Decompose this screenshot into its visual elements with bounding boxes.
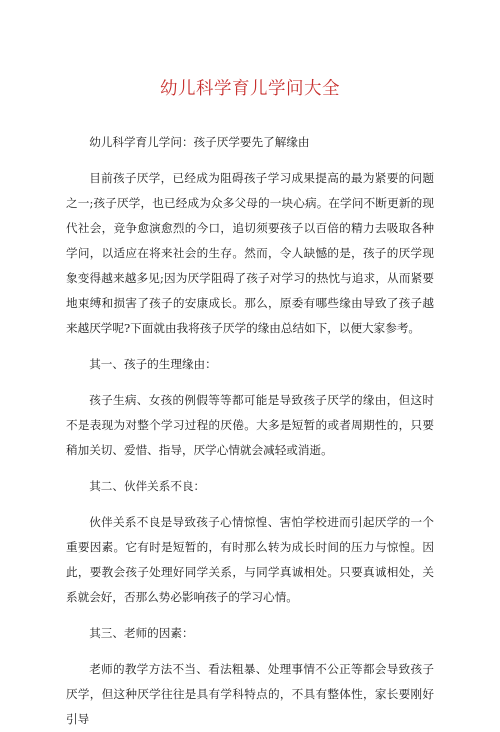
document-body (66, 130, 434, 732)
document-subtitle: 幼儿科学育儿学问：孩子厌学要先了解缘由 (89, 135, 310, 149)
section-heading-peer-relations: 其二、伙伴关系不良： (89, 479, 206, 493)
paragraph-physiological: 孩子生病、女孩的例假等等都可能是导致孩子厌学的缘由，但这时不是表现为对整个学习过程的厌倦。大多是短暂的或者周期性的，只要稍加关切、爱惜、指导，厌学心情就会减轻或消逝。 (66, 393, 434, 457)
paragraph-teacher: 老师的教学方法不当、看法粗暴、处理事情不公正等都会导致孩子厌学，但这种厌学往往是具有学科特点的，不具有整体性，家长要刚好引导 (66, 662, 434, 726)
section-heading-physiological: 其一、孩子的生理缘由： (89, 357, 217, 371)
paragraph-peer-relations: 伙伴关系不良是导致孩子心情惊惶、害怕学校进而引起厌学的一个重要因素。它有时是短暂的，有时那么转为成长时间的压力与惊惶。因此，要教会孩子处理好同学关系，与同学真诚相处。只要真诚相处，关系就会好，否那么势必影响孩子的学习心情。 (66, 515, 434, 604)
section-heading-teacher: 其三、老师的因素： (89, 626, 194, 640)
paragraph-intro: 目前孩子厌学，已经成为阻碍孩子学习成果提高的最为紧要的问题之一;孩子厌学，也已经成为众多父母的一块心病。在学问不断更新的现代社会，竞争愈演愈烈的今口，追切须要孩子以百倍的精力去吸取各种学问，以适应在将来社会的生存。然而，令人缺憾的是，孩子的厌学现象变得越来越多见;因为厌学阻碍了孩子对学习的热忱与追求，从而紧要地束缚和损害了孩子的安康成长。那么，原委有哪些缘由导致了孩子越来越厌学呢?下面就由我将孩子厌学的缘由总结如下，以便大家参考。 (66, 171, 434, 335)
document-title: 幼儿科学育儿学问大全 (160, 79, 340, 99)
